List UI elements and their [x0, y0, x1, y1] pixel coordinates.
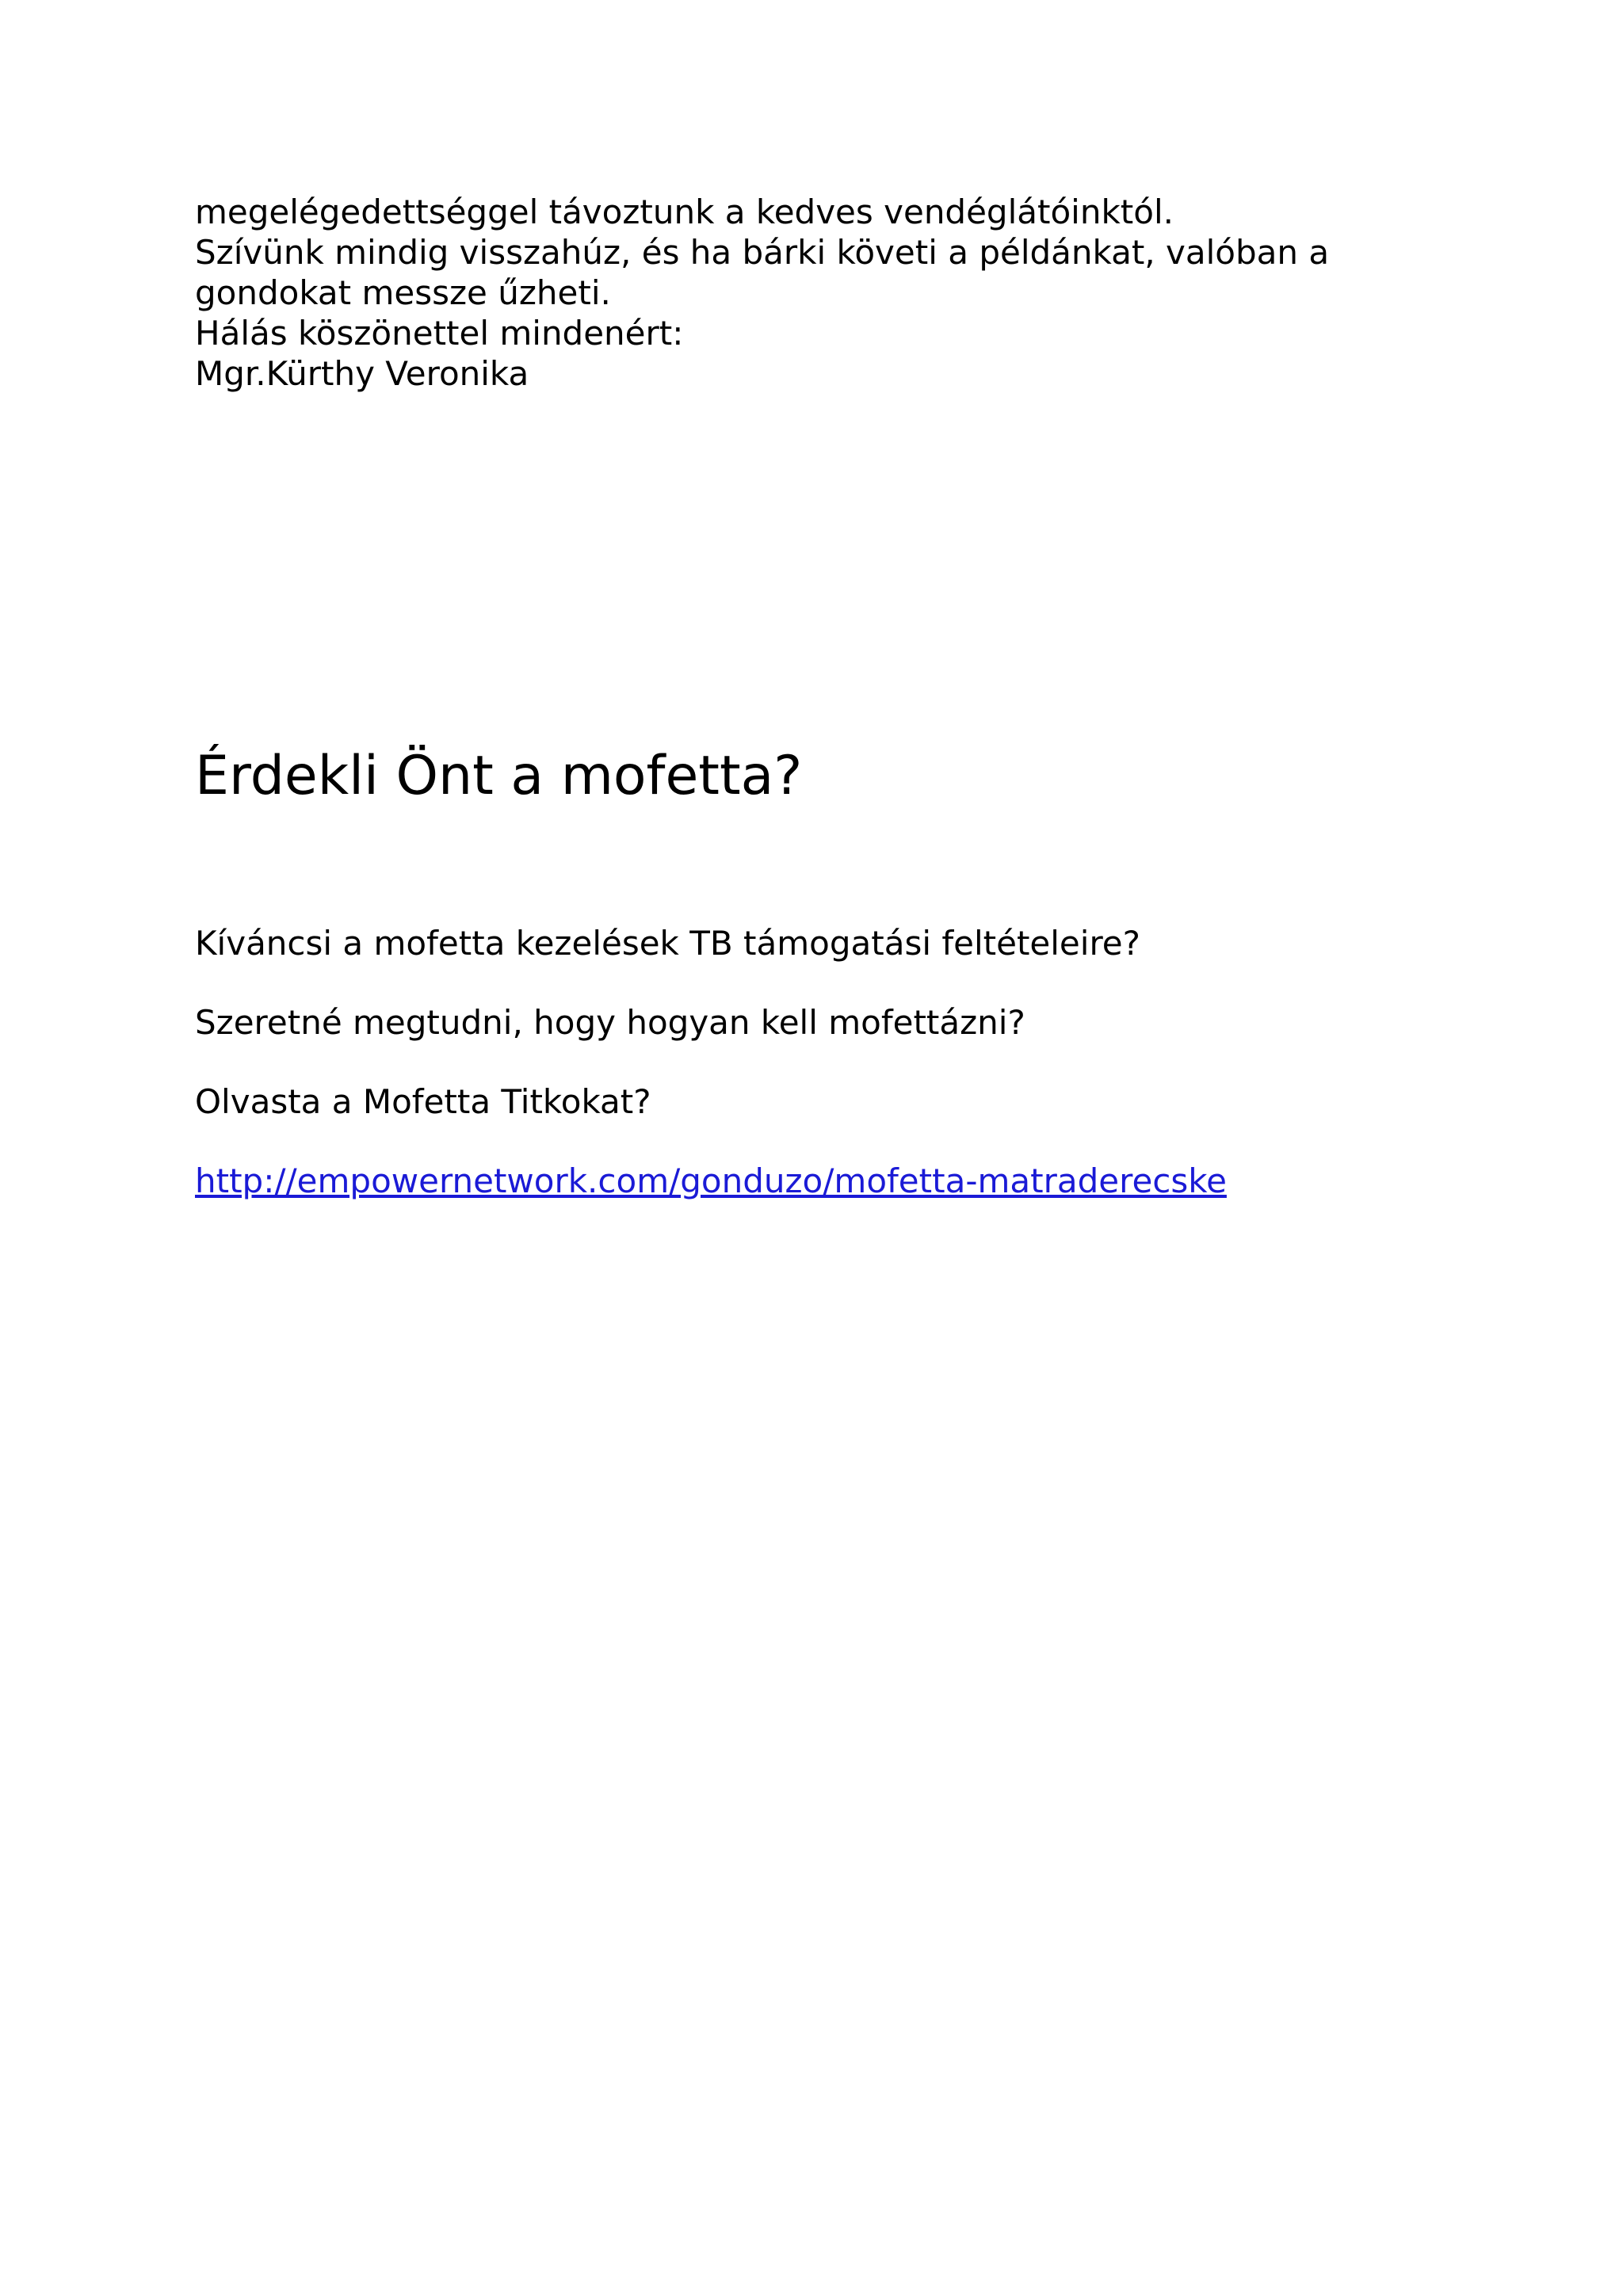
letter-line: megelégedettséggel távoztunk a kedves vendéglátóinktól.	[195, 193, 1174, 231]
question-secrets: Olvasta a Mofetta Titkokat?	[195, 1082, 651, 1121]
letter-line: gondokat messze űzheti.	[195, 273, 611, 312]
mofetta-link[interactable]: http://empowernetwork.com/gonduzo/mofetta-matraderecske	[195, 1161, 1227, 1200]
section-heading: Érdekli Önt a mofetta?	[195, 745, 803, 807]
letter-closing	[195, 192, 1431, 394]
question-how-to: Szeretné megtudni, hogy hogyan kell mofettázni?	[195, 1003, 1025, 1042]
letter-line: Hálás köszönettel mindenért:	[195, 314, 684, 353]
letter-line: Szívünk mindig visszahúz, és ha bárki követi a példánkat, valóban a	[195, 233, 1330, 272]
letter-signature: Mgr.Kürthy Veronika	[195, 354, 529, 393]
question-tb-support: Kíváncsi a mofetta kezelések TB támogatási feltételeire?	[195, 924, 1140, 963]
